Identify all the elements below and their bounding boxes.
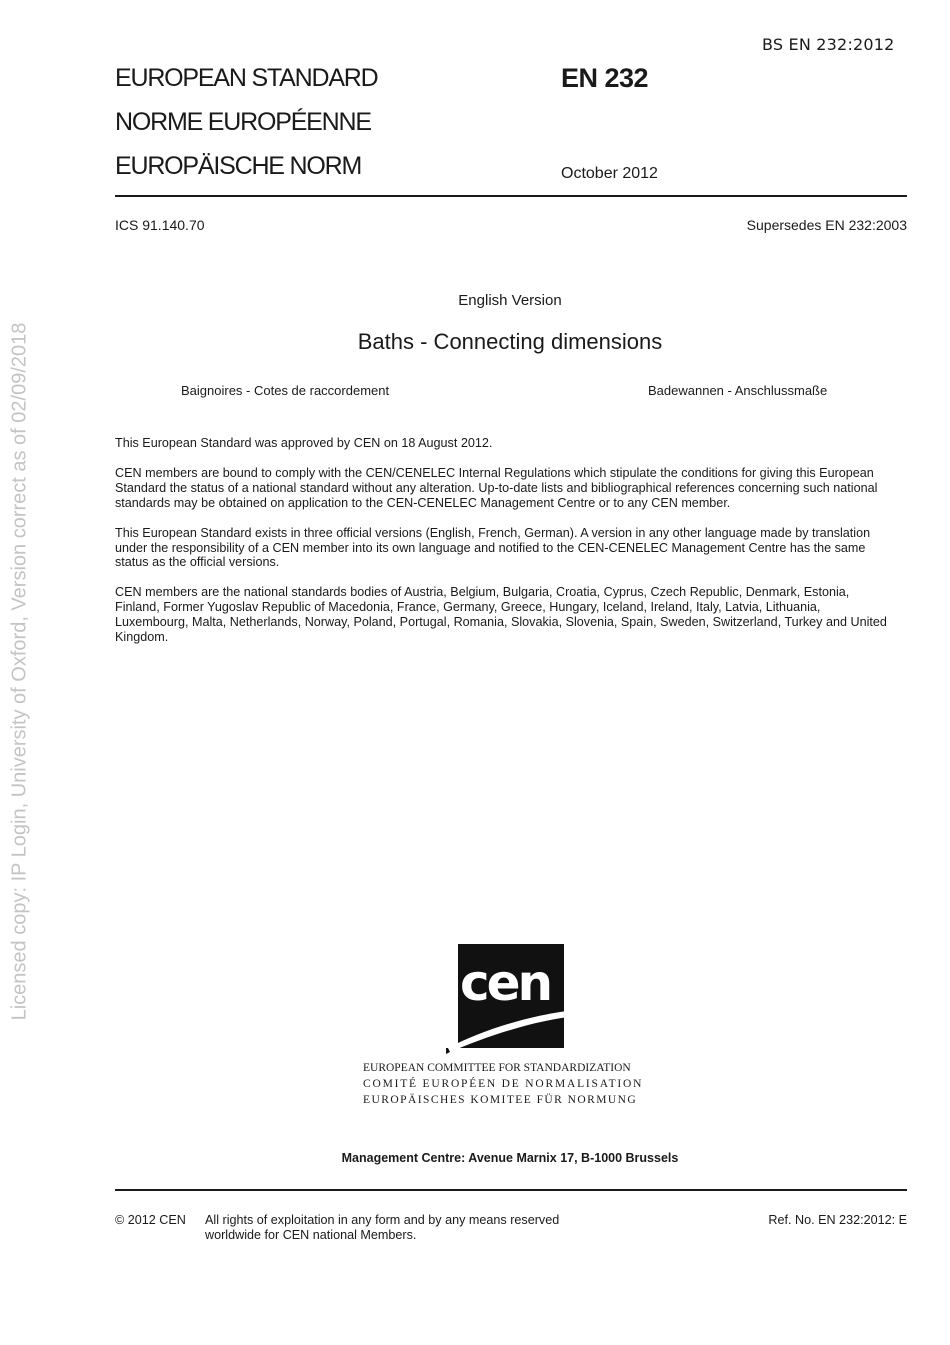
approval-statement: This European Standard was approved by CEN on 18 August 2012. [115, 436, 493, 450]
standard-number: EN 232 [561, 63, 649, 93]
supersedes: Supersedes EN 232:2003 [746, 217, 907, 233]
text-line: This European Standard exists in three official versions (English, French, German). A version in any other language made by translation [115, 525, 871, 540]
committee-en: EUROPEAN COMMITTEE FOR STANDARDIZATION [363, 1062, 631, 1074]
rights-statement [205, 1213, 559, 1243]
rights-line: worldwide for CEN national Members. [205, 1227, 417, 1242]
text-line: Luxembourg, Malta, Netherlands, Norway, Poland, Portugal, Romania, Slovakia, Slovenia, Spain, Sweden, Switzerland, Turkey and United [115, 615, 887, 630]
cen-logo-text: cen [460, 954, 551, 1012]
title-de: Badewannen - Anschlussmaße [648, 383, 828, 398]
cen-logo [458, 944, 564, 1048]
bs-reference: BS EN 232:2012 [762, 35, 895, 54]
header-divider [115, 195, 907, 197]
license-watermark: Licensed copy: IP Login, University of Oxford, Version correct as of 02/09/2018 [8, 322, 31, 1021]
paragraph-versions [115, 526, 907, 571]
management-centre-address: Management Centre: Avenue Marnix 17, B-1000 Brussels [341, 1151, 679, 1165]
paragraph-members [115, 585, 907, 645]
text-line: status as the official versions. [115, 555, 280, 570]
text-line: CEN members are the national standards bodies of Austria, Belgium, Bulgaria, Croatia, Cyprus, Czech Republic, Denmark, Estonia, [115, 585, 850, 600]
ics-code: ICS 91.140.70 [115, 217, 205, 233]
title-english: EUROPEAN STANDARD [115, 64, 378, 92]
text-line: standards may be obtained on application to the CEN-CENELEC Management Centre or to any CEN member. [115, 495, 731, 510]
title-french: NORME EUROPÉENNE [115, 108, 371, 136]
text-line: Kingdom. [115, 630, 169, 645]
committee-de: EUROPÄISCHES KOMITEE FÜR NORMUNG [363, 1094, 638, 1106]
document-title: Baths - Connecting dimensions [357, 329, 663, 354]
copyright: © 2012 CEN [115, 1213, 186, 1227]
cen-logo-graphic [446, 944, 576, 1054]
text-line: CEN members are bound to comply with the CEN/CENELEC Internal Regulations which stipulate the conditions for giving this European [115, 465, 874, 480]
text-line: Standard the status of a national standard without any alteration. Up-to-date lists and bibliographical references concerning such national [115, 480, 878, 495]
rights-line: All rights of exploitation in any form and by any means reserved [205, 1213, 560, 1227]
title-fr: Baignoires - Cotes de raccordement [181, 383, 390, 398]
title-german: EUROPÄISCHE NORM [115, 152, 362, 180]
footer-divider [115, 1189, 907, 1191]
paragraph-regulations [115, 466, 907, 511]
version-label: English Version [458, 292, 562, 309]
swoosh-icon [448, 1010, 576, 1052]
text-line: under the responsibility of a CEN member into its own language and notified to the CEN-CENELEC Management Centre has the same [115, 540, 866, 555]
reference-number: Ref. No. EN 232:2012: E [768, 1213, 907, 1227]
publication-date: October 2012 [561, 165, 658, 182]
text-line: Finland, Former Yugoslav Republic of Macedonia, France, Germany, Greece, Hungary, Iceland, Ireland, Italy, Latvia, Lithuania, [115, 600, 821, 615]
committee-fr: COMITÉ EUROPÉEN DE NORMALISATION [363, 1078, 644, 1090]
body-text [115, 436, 907, 660]
